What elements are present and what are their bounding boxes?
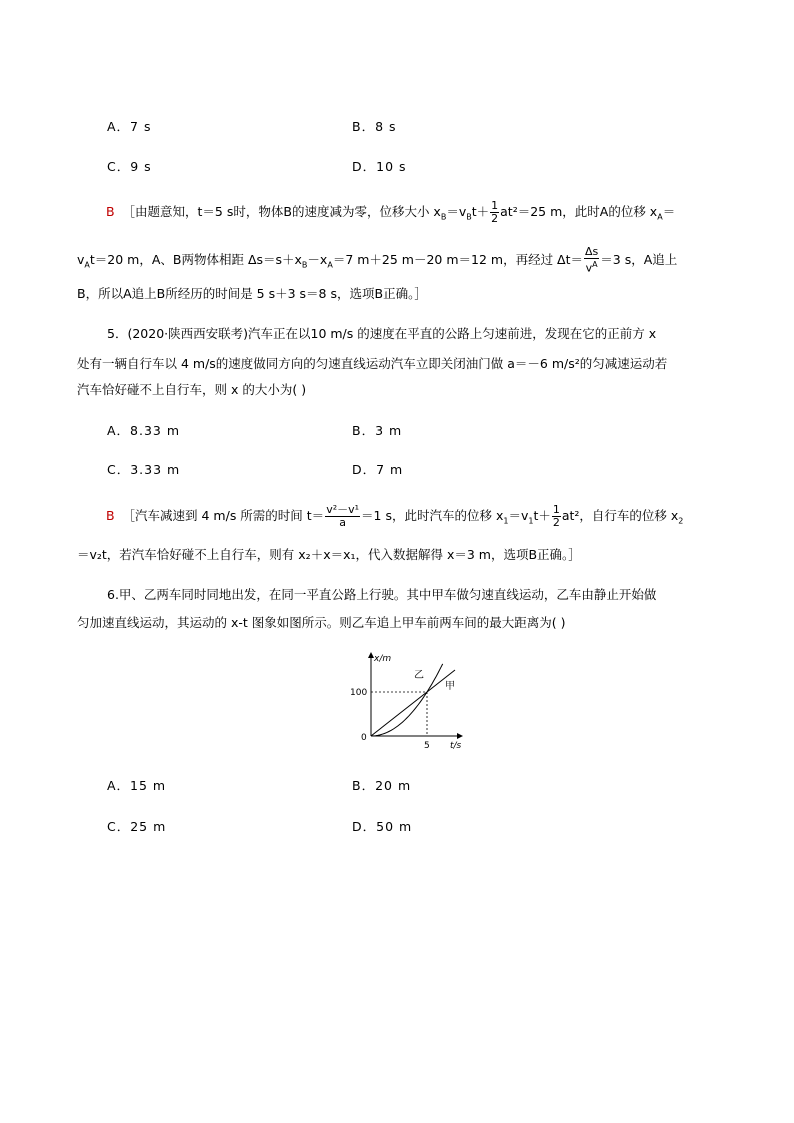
q4-sub: B [440,212,447,222]
q4-sol-text: ＝v [446,204,467,219]
xt-graph [340,648,470,752]
q4-sol-text: ＝7 m＋25 m－20 m＝12 m，再经过 Δt＝ [332,251,584,267]
q4-sol-text: ［由题意知，t＝5 s时，物体B的速度减为零，位移大小 x [122,204,441,219]
q5-sub: 1 [528,516,534,526]
q4-option-d[interactable]: D．10 s [352,159,407,174]
q5-stem-line-2: 处有一辆自行车以 4 m/s的速度做同方向的匀速直线运动汽车立即关闭油门做 a＝－6 m/s²的匀减速运动若 [77,356,668,371]
q4-solution-line-3: B，所以A追上B所经历的时间是 5 s＋3 s＝8 s，选项B正确。］ [77,286,427,301]
series-label-jia: 甲 [445,681,455,692]
q6-option-d[interactable]: D．50 m [352,819,413,834]
origin-label: 0 [361,733,367,743]
q4-sol-text: at²＝25 m，此时A的位移 x [500,204,658,219]
q6-option-c[interactable]: C．25 m [107,819,167,834]
q4-sub: A [657,212,663,222]
series-line-yi [371,664,443,736]
q6-stem-line-2: 匀加速直线运动，其运动的 x-t 图象如图所示。则乙车追上甲车前两车间的最大距离为( ) [77,615,566,630]
q4-sub: A [84,260,90,270]
q5-option-d[interactable]: D．7 m [352,462,404,477]
q5-time-fraction: $\frac{\text{v²－v¹}}{a}$ [326,503,360,529]
q5-sub: 2 [678,516,684,526]
q5-sol-text: ［汽车减速到 4 m/s 所需的时间 t＝ [122,508,325,523]
y-tick-label: 100 [350,688,368,698]
q5-stem-line-3: 汽车恰好碰不上自行车，则 x 的大小为( ) [77,382,307,397]
q4-sub: B [466,212,472,222]
q4-solution-line-2 [77,246,677,275]
q4-sub: A [327,260,333,270]
x-axis-label: t/s [450,741,462,751]
series-line-jia [371,670,455,736]
q6-option-a[interactable]: A．15 m [107,778,167,793]
q6-stem-line-1: 6.甲、乙两车同时同地出发，在同一平直公路上行驶。其中甲车做匀速直线运动，乙车由静止开始做 [107,587,657,602]
q4-sol-text: －x [307,251,328,267]
q4-solution-line-1 [106,200,675,225]
q5-answer-letter: B [106,508,115,523]
q4-answer-letter: B [106,204,115,219]
q4-half-fraction: $\frac{1}{2}$ [491,199,499,225]
q5-half-fraction: $\frac{1}{2}$ [552,503,560,529]
q5-option-b[interactable]: B．3 m [352,423,403,438]
q5-sub: 1 [503,516,509,526]
q4-sol-text: ＝3 s，A追上 [600,251,678,267]
x-tick-label: 5 [424,741,430,751]
series-label-yi: 乙 [414,670,424,681]
q4-sol-text: t＝20 m，A、B两物体相距 Δs＝s＋x [89,251,302,267]
q4-option-a[interactable]: A．7 s [107,119,152,134]
q5-sol-text: at²，自行车的位移 x [561,508,679,523]
y-axis-label: x/m [374,654,392,664]
q5-sol-text: ＝v [508,508,529,523]
q4-sol-text: v [77,251,85,267]
q4-sol-text: t＋ [471,204,490,219]
q4-option-c[interactable]: C．9 s [107,159,152,174]
q5-sol-text: t＋ [533,508,551,523]
q4-dt-fraction: $\frac{\Delta s}{v^A}$ [585,245,599,275]
q5-solution-line-2: ＝v₂t，若汽车恰好碰不上自行车，则有 x₂＋x＝x₁，代入数据解得 x＝3 m，选项B正确。］ [77,547,581,562]
q5-option-c[interactable]: C．3.33 m [107,462,181,477]
q5-solution-line-1 [106,504,683,529]
q4-sub: B [301,260,308,270]
q5-stem-line-1: 5．(2020·陕西西安联考)汽车正在以10 m/s 的速度在平直的公路上匀速前进，发现在它的正前方 x [107,326,657,341]
q4-option-b[interactable]: B．8 s [352,119,397,134]
q4-sol-text: ＝ [662,204,676,219]
q5-option-a[interactable]: A．8.33 m [107,423,181,438]
q5-sol-text: ＝1 s，此时汽车的位移 x [361,508,504,523]
q6-option-b[interactable]: B．20 m [352,778,412,793]
